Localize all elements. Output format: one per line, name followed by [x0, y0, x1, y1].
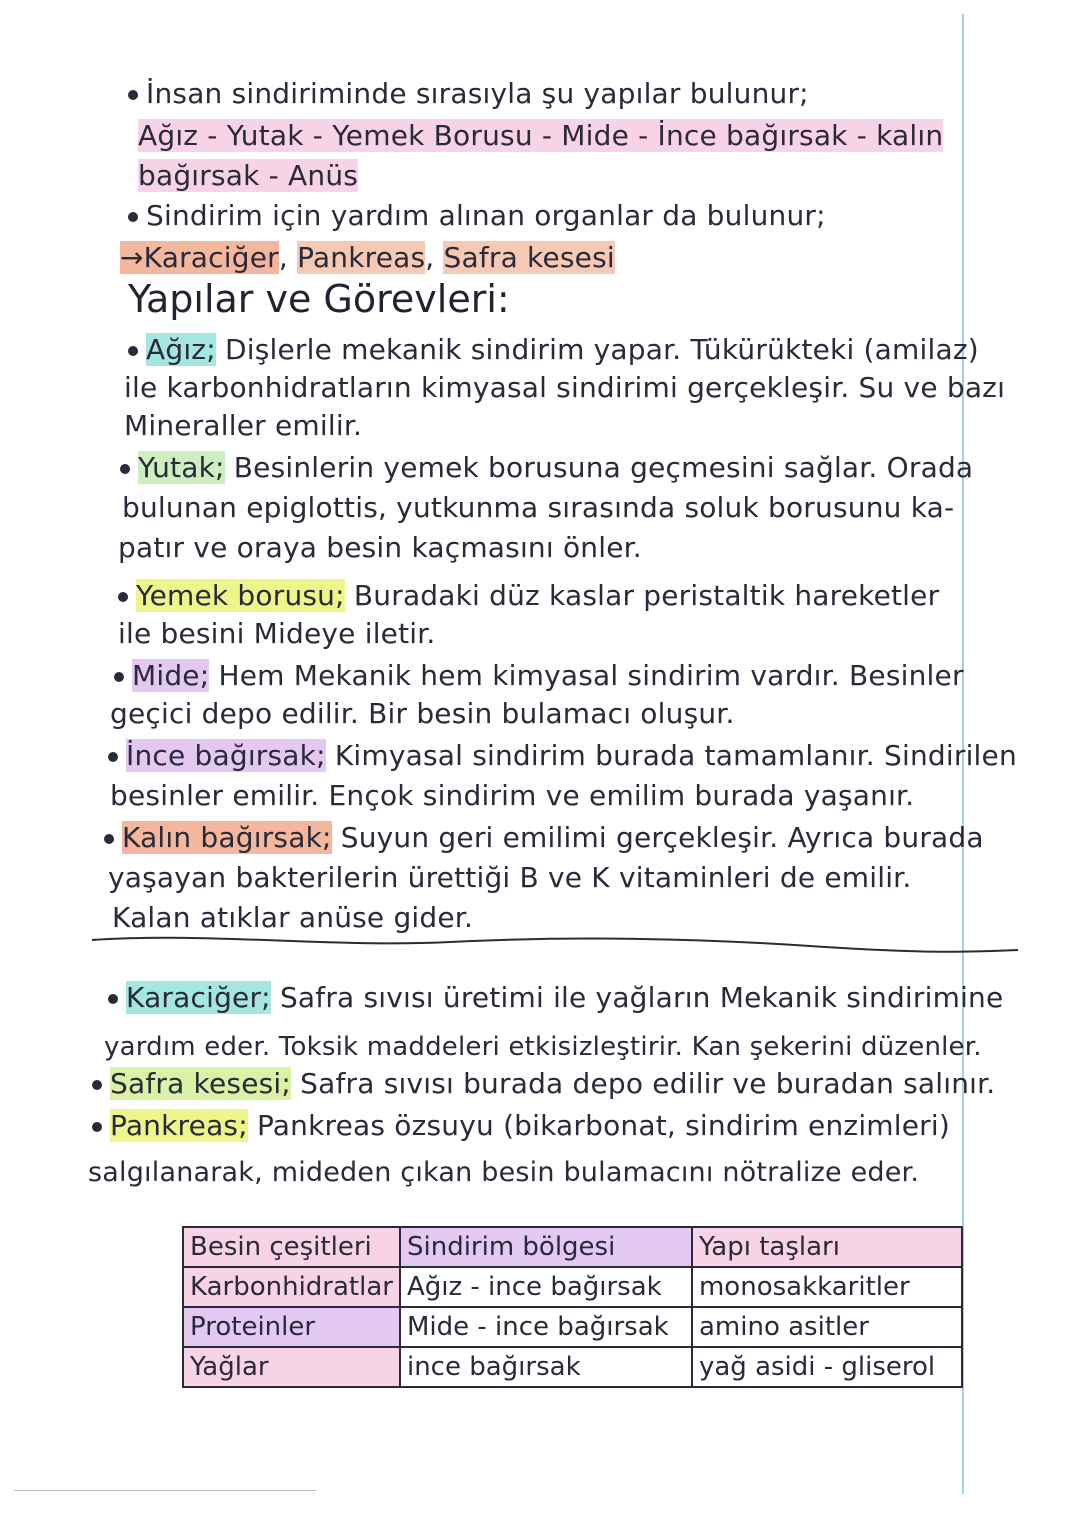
structure-text: Buradaki düz kaslar peristaltik hareketler [353, 579, 940, 612]
helper-text: yardım eder. Toksik maddeleri etkisizleştirir. Kan şekerini düzenler. [104, 1032, 982, 1062]
structure-text: Mineraller emilir. [124, 409, 363, 442]
structure-text: Hem Mekanik hem kimyasal sindirim vardır. Besinler [218, 659, 964, 692]
sequence-text-1: Ağız - Yutak - Yemek Borusu - Mide - İnce bağırsak - kalın [138, 119, 944, 152]
structure-agiz-line2 [124, 368, 1005, 408]
table-header-cell: Yapı taşları [692, 1227, 962, 1267]
bullet [128, 346, 138, 356]
term-agiz: Ağız; [146, 333, 216, 366]
structure-text: Kalan atıklar anüse gider. [112, 901, 474, 934]
term-safra-kesesi: Safra kesesi; [110, 1067, 292, 1100]
structure-mide-line2 [110, 694, 735, 734]
table-header-cell: Besin çeşitleri [183, 1227, 400, 1267]
structure-text: ile besini Mideye iletir. [118, 617, 436, 650]
helper-pankreas [92, 1106, 950, 1146]
table-cell: monosakkaritler [692, 1267, 962, 1307]
table-cell: yağ asidi - gliserol [692, 1347, 962, 1387]
table-cell: Proteinler [183, 1307, 400, 1347]
structure-yemek-borusu-line2 [118, 614, 436, 654]
structure-yutak [120, 448, 973, 488]
helpers-intro-line [128, 196, 826, 236]
section-heading: Yapılar ve Görevleri: [128, 277, 510, 321]
structure-text: geçici depo edilir. Bir besin bulamacı oluşur. [110, 697, 735, 730]
helper-text: Pankreas özsuyu (bikarbonat, sindirim enzimleri) [256, 1109, 950, 1142]
table-cell: Karbonhidratlar [183, 1267, 400, 1307]
arrow-icon: → [120, 241, 144, 274]
bullet [114, 672, 124, 682]
intro-text: İnsan sindiriminde sırasıyla şu yapılar bulunur; [146, 77, 809, 110]
term-mide: Mide; [132, 659, 210, 692]
helper-organs-list: →Karaciğer, Pankreas, Safra kesesi [120, 241, 615, 274]
helper-text: Safra sıvısı üretimi ile yağların Mekanik sindirimine [279, 981, 1004, 1014]
helpers-intro-text: Sindirim için yardım alınan organlar da bulunur; [146, 199, 826, 232]
term-karaciger: Karaciğer; [126, 981, 271, 1014]
structure-text: besinler emilir. Ençok sindirim ve emilim burada yaşanır. [110, 779, 915, 812]
structure-text: Dişlerle mekanik sindirim yapar. Tükürükteki (amilaz) [224, 333, 979, 366]
sequence-line-2 [138, 156, 358, 196]
term-yutak: Yutak; [138, 451, 225, 484]
bullet [120, 464, 130, 474]
table-cell: Ağız - ince bağırsak [400, 1267, 692, 1307]
helper-gallbladder: Safra kesesi [443, 241, 615, 274]
helper-liver: Karaciğer [143, 241, 279, 274]
table-row [183, 1347, 962, 1387]
bullet [128, 212, 138, 222]
term-ince-bagirsak: İnce bağırsak; [126, 739, 326, 772]
bullet [118, 592, 128, 602]
nutrient-table [182, 1226, 963, 1388]
structure-yutak-line3 [118, 528, 642, 568]
structure-yemek-borusu [118, 576, 939, 616]
structure-text: bulunan epiglottis, yutkunma sırasında soluk borusunu ka- [122, 491, 955, 524]
term-kalin-bagirsak: Kalın bağırsak; [122, 821, 332, 854]
structure-text: Besinlerin yemek borusuna geçmesini sağlar. Orada [233, 451, 974, 484]
bullet [104, 834, 114, 844]
structure-mide [114, 656, 964, 696]
bottom-rule [14, 1490, 316, 1491]
table-cell: Yağlar [183, 1347, 400, 1387]
table-cell: amino asitler [692, 1307, 962, 1347]
table-header-row [183, 1227, 962, 1267]
structure-text: Suyun geri emilimi gerçekleşir. Ayrıca burada [340, 821, 984, 854]
structure-text: ile karbonhidratların kimyasal sindirimi gerçekleşir. Su ve bazı [124, 371, 1006, 404]
structure-ince-bagirsak [108, 736, 1017, 776]
table-header-cell: Sindirim bölgesi [400, 1227, 692, 1267]
structure-text: patır ve oraya besin kaçmasını önler. [118, 531, 642, 564]
bullet [92, 1080, 102, 1090]
structure-text: Kimyasal sindirim burada tamamlanır. Sindirilen [334, 739, 1017, 772]
table-row [183, 1307, 962, 1347]
intro-line [128, 74, 809, 114]
bullet [128, 90, 138, 100]
helper-safra-kesesi [92, 1064, 995, 1104]
structure-kalin-bagirsak-line2 [108, 858, 911, 898]
helper-karaciger-line2 [104, 1026, 982, 1067]
helper-pancreas: Pankreas [297, 241, 426, 274]
helper-karaciger [108, 978, 1003, 1018]
structure-kalin-bagirsak [104, 818, 984, 858]
term-pankreas: Pankreas; [110, 1109, 248, 1142]
divider-wave [90, 930, 1020, 960]
bullet [108, 994, 118, 1004]
table-cell: Mide - ince bağırsak [400, 1307, 692, 1347]
structure-agiz-line3 [124, 406, 362, 446]
helper-text: Safra sıvısı burada depo edilir ve buradan salınır. [300, 1067, 996, 1100]
structure-yutak-line2 [122, 488, 954, 528]
sequence-text-2: bağırsak - Anüs [138, 159, 359, 192]
table-cell: ince bağırsak [400, 1347, 692, 1387]
bullet [108, 752, 118, 762]
helper-pankreas-line2 [88, 1152, 919, 1193]
table-row [183, 1267, 962, 1307]
structure-ince-bagirsak-line2 [110, 776, 914, 816]
structure-text: yaşayan bakterilerin ürettiği B ve K vitaminleri de emilir. [108, 861, 912, 894]
helper-text: salgılanarak, mideden çıkan besin bulamacını nötralize eder. [88, 1157, 920, 1188]
sequence-line-1 [138, 116, 943, 156]
term-yemek-borusu: Yemek borusu; [136, 579, 345, 612]
bullet [92, 1122, 102, 1132]
structure-agiz [128, 330, 979, 370]
